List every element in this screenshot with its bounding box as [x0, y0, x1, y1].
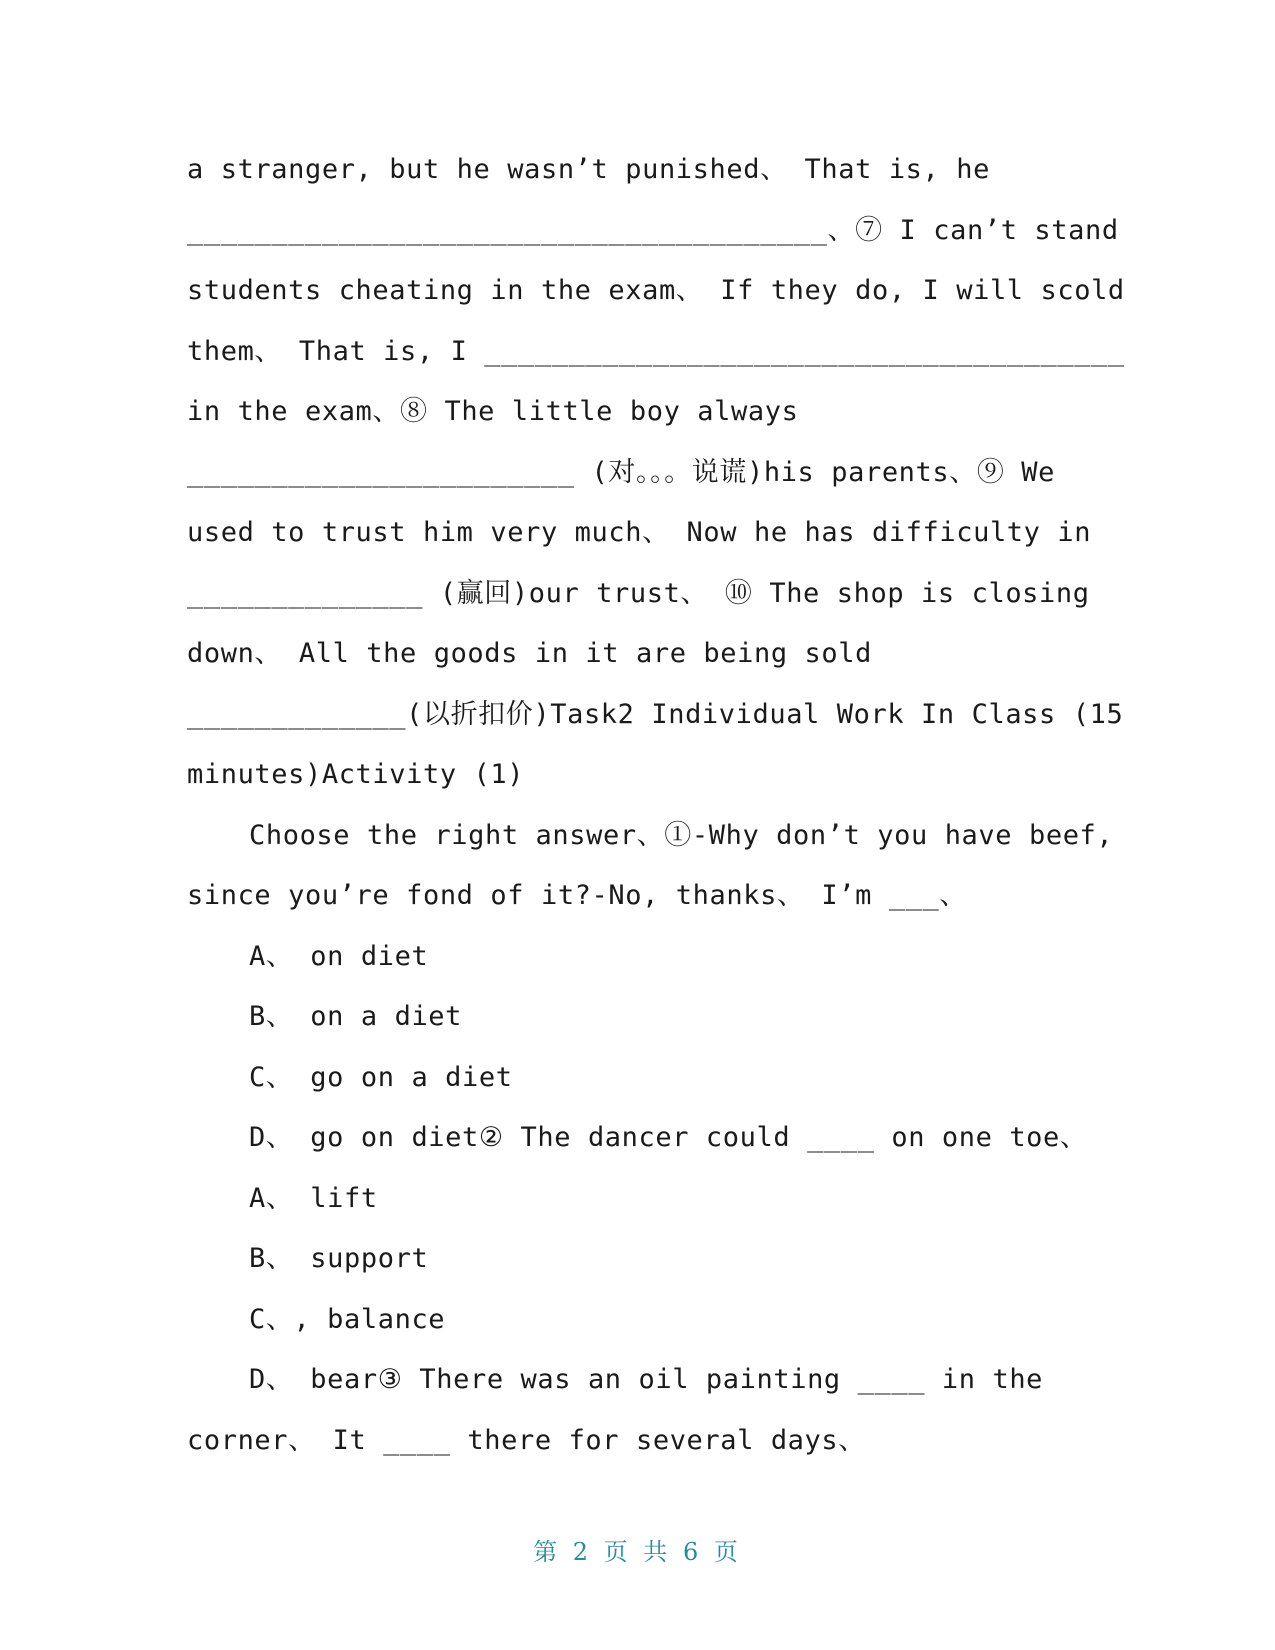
text-line-4: them、 That is, I ______________________________________ [187, 336, 1125, 367]
option-b-1: B、 on a diet [249, 1001, 463, 1032]
text-line-11: minutes)Activity (1) [187, 759, 525, 790]
text-line-5: in the exam、⑧ The little boy always [187, 396, 799, 427]
option-d-2: D、 bear③ There was an oil painting ____ in the [249, 1364, 1044, 1395]
text-line-2: ______________________________________、⑦ I can’t stand [187, 215, 1119, 246]
text-line-10: _____________(以折扣价)Task2 Individual Work In Class (15 [187, 699, 1124, 730]
option-a-1: A、 on diet [249, 941, 429, 972]
question-1-stem: since you’re fond of it?-No, thanks、 I’m ___、 [187, 880, 967, 911]
text-line-7: used to trust him very much、 Now he has difficulty in [187, 517, 1092, 548]
option-a-2: A、 lift [249, 1183, 378, 1214]
page-number-footer: 第 2 页 共 6 页 [533, 1538, 742, 1566]
text-line-3: students cheating in the exam、 If they do, I will scold [187, 275, 1125, 306]
question-intro: Choose the right answer、①-Why don’t you have beef, [249, 820, 1114, 851]
option-d-1: D、 go on diet② The dancer could ____ on one toe、 [249, 1122, 1088, 1153]
option-c-1: C、 go on a diet [249, 1062, 513, 1093]
option-b-2: B、 support [249, 1243, 429, 1274]
option-c-2: C、, balance [249, 1304, 446, 1335]
question-3-stem: corner、 It ____ there for several days、 [187, 1425, 866, 1456]
text-line-6: _______________________ (对。。。说谎)his parents、⑨ We [187, 457, 1056, 488]
text-line-1: a stranger, but he wasn’t punished、 That is, he [187, 154, 990, 185]
text-line-9: down、 All the goods in it are being sold [187, 638, 872, 669]
text-line-8: ______________ (赢回)our trust、 ⑩ The shop is closing [187, 578, 1090, 609]
